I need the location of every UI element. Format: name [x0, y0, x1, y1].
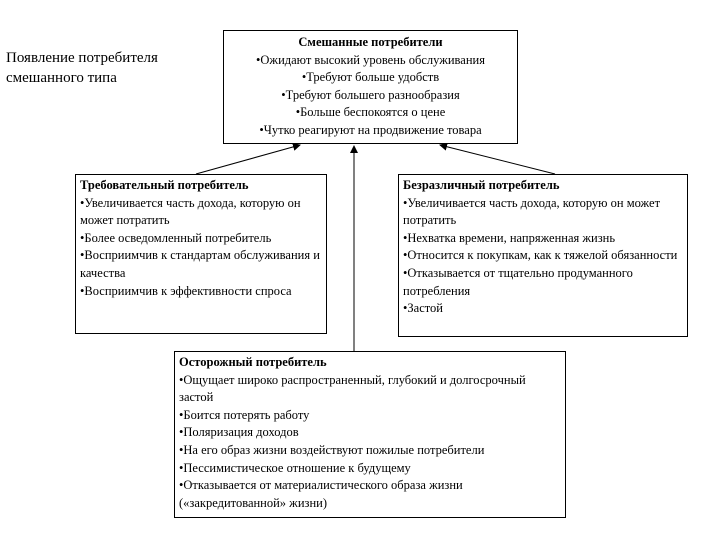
indifferent-consumer-box — [398, 174, 688, 337]
list-item: • Ожидают высокий уровень обслуживания — [228, 52, 513, 70]
indifferent-consumer-title: Безразличный потребитель — [403, 178, 560, 192]
cautious-consumer-box — [174, 351, 566, 518]
cautious-consumer-list — [179, 372, 561, 513]
list-item: • На его образ жизни воздействуют пожилые потребители — [179, 442, 561, 460]
list-item: • Увеличивается часть дохода, которую он может потратить — [80, 195, 322, 230]
list-item: • Относится к покупкам, как к тяжелой обязанности — [403, 247, 683, 265]
mixed-consumers-list — [228, 52, 513, 140]
page-title: Появление потребителя смешанного типа — [6, 50, 158, 86]
mixed-consumers-box — [223, 30, 518, 144]
list-item: • Застой — [403, 300, 683, 318]
list-item: • Отказывается от материалистического образа жизни («закредитованной» жизни) — [179, 477, 561, 512]
list-item: • Больше беспокоятся о цене — [228, 104, 513, 122]
list-item: • Чутко реагируют на продвижение товара — [228, 122, 513, 140]
list-item: • Поляризация доходов — [179, 424, 561, 442]
list-item: • Восприимчив к стандартам обслуживания и качества — [80, 247, 322, 282]
list-item: • Более осведомленный потребитель — [80, 230, 322, 248]
list-item: • Увеличивается часть дохода, которую он может потратить — [403, 195, 683, 230]
list-item: • Боится потерять работу — [179, 407, 561, 425]
cautious-consumer-title: Осторожный потребитель — [179, 355, 327, 369]
arrow-indifferent-to-mixed — [440, 145, 555, 174]
indifferent-consumer-list — [403, 195, 683, 318]
list-item: • Восприимчив к эффективности спроса — [80, 283, 322, 301]
mixed-consumers-title: Смешанные потребители — [298, 35, 443, 49]
demanding-consumer-list — [80, 195, 322, 301]
demanding-consumer-title: Требовательный потребитель — [80, 178, 249, 192]
list-item: • Пессимистическое отношение к будущему — [179, 460, 561, 478]
list-item: • Требуют большего разнообразия — [228, 87, 513, 105]
list-item: • Требуют больше удобств — [228, 69, 513, 87]
arrow-demanding-to-mixed — [196, 145, 300, 174]
list-item: • Ощущает широко распространенный, глубокий и долгосрочный застой — [179, 372, 561, 407]
demanding-consumer-box — [75, 174, 327, 334]
list-item: • Нехватка времени, напряженная жизнь — [403, 230, 683, 248]
list-item: • Отказывается от тщательно продуманного потребления — [403, 265, 683, 300]
